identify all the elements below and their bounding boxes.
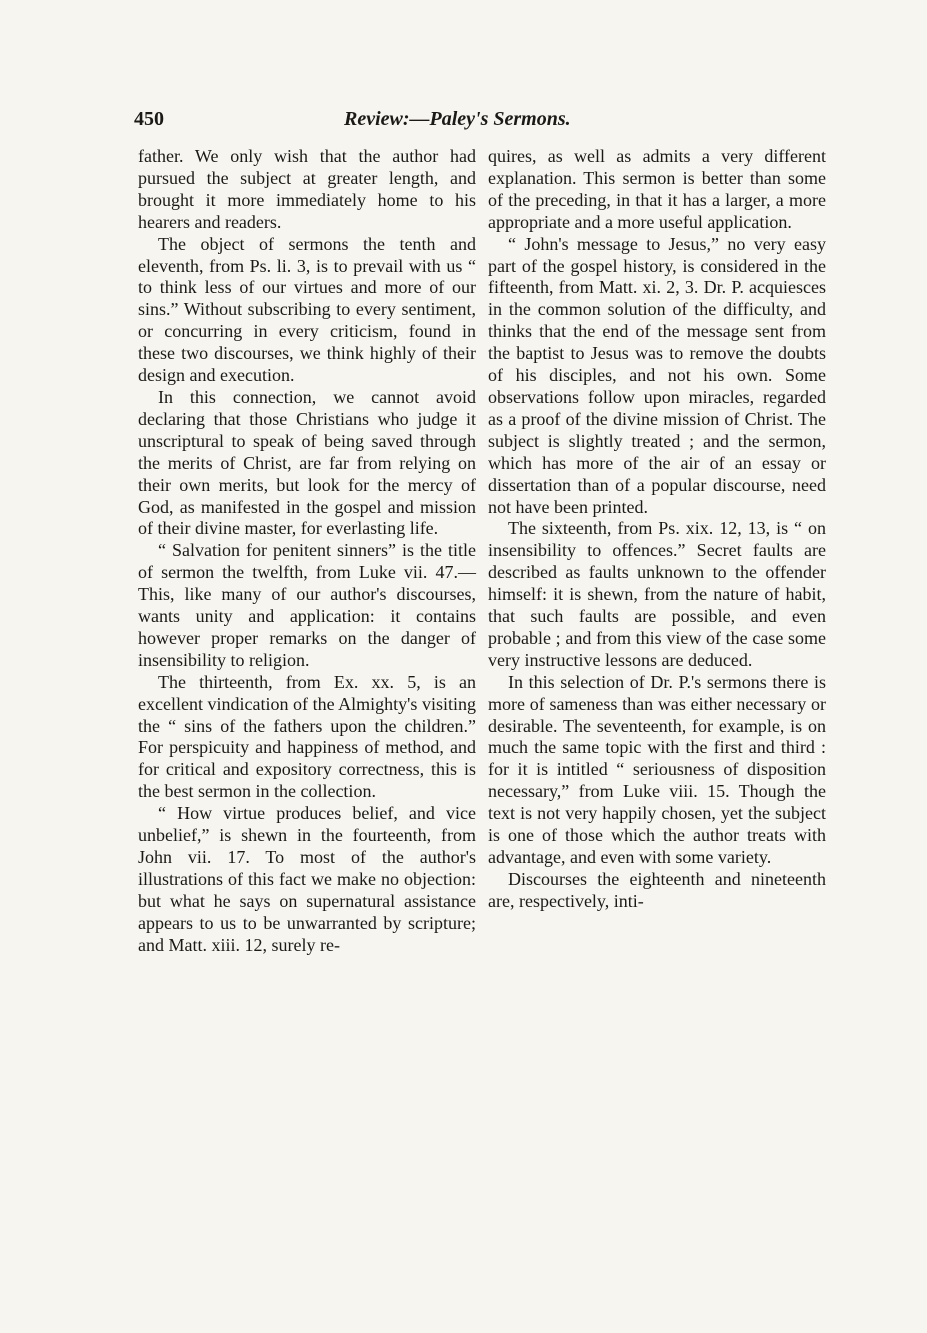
paragraph: “ How virtue produces belief, and vice unbelief,” is shewn in the fourteenth, from John vii. 17. To most of the author's illustrations of this fact we make no objection: but what he says on supernatural assistance appears to us to be unwarranted by scripture; and Matt. xiii. 12, surely re- bbox=[138, 803, 476, 955]
page-header bbox=[134, 108, 814, 138]
paragraph: Discourses the eighteenth and nineteenth are, respectively, inti- bbox=[488, 868, 826, 911]
paragraph: In this connection, we cannot avoid declaring that those Christians who judge it unscriptural to speak of being saved through the merits of Christ, are far from relying on their own merits, but look for the mercy of God, as manifested in the gospel and mission of their divine master, for everlasting life. bbox=[138, 386, 476, 539]
right-column bbox=[488, 146, 826, 913]
page-number: 450 bbox=[134, 108, 164, 130]
paragraph: “ John's message to Jesus,” no very easy part of the gospel history, is considered in the fifteenth, from Matt. xi. 2, 3. Dr. P. acquiesces in the common solution of the difficulty, and thinks that the end of the message sent from the baptist to Jesus was to remove the doubts of his disciples, and not his own. Some observations follow upon miracles, regarded as a proof of the divine mission of Christ. The subject is slightly treated ; and the sermon, which has more of the air of an essay or dissertation than of a popular discourse, need not have been printed. bbox=[488, 233, 826, 517]
paragraph: quires, as well as admits a very different explanation. This sermon is better than some of the preceding, in that it has a larger, a more appropriate and a more useful application. bbox=[488, 146, 826, 232]
paragraph: The sixteenth, from Ps. xix. 12, 13, is “ on insensibility to offences.” Secret faults are described as faults unknown to the offender himself: it is shewn, from the nature of habit, that such faults are possible, and even probable ; and from this view of the case some very instructive lessons are deduced. bbox=[488, 518, 826, 670]
left-column bbox=[138, 146, 476, 957]
paragraph: In this selection of Dr. P.'s sermons there is more of sameness than was either necessary or desirable. The seventeenth, for example, is on much the same topic with the first and third : for it is intitled “ seriousness of disposition necessary,” from Luke viii. 15. Though the text is not very happily chosen, yet the subject is one of those which the author treats with advantage, and even with some variety. bbox=[488, 671, 826, 867]
paragraph: The thirteenth, from Ex. xx. 5, is an excellent vindication of the Almighty's visiting the “ sins of the fathers upon the children.” For perspicuity and happiness of method, and for critical and expository correctness, this is the best sermon in the collection. bbox=[138, 671, 476, 802]
running-title: Review:—Paley's Sermons. bbox=[344, 108, 571, 130]
paragraph: “ Salvation for penitent sinners” is the title of sermon the twelfth, from Luke vii. 47.—This, like many of our author's discourses, wants unity and application: it contains however proper remarks on the danger of insensibility to religion. bbox=[138, 540, 476, 670]
paragraph: father. We only wish that the author had pursued the subject at greater length, and brought it more immediately home to his hearers and readers. bbox=[138, 146, 476, 232]
paragraph: The object of sermons the tenth and eleventh, from Ps. li. 3, is to prevail with us “ to think less of our virtues and more of our sins.” Without subscribing to every sentiment, or concurring in every criticism, found in these two discourses, we think highly of their design and execution. bbox=[138, 233, 476, 386]
